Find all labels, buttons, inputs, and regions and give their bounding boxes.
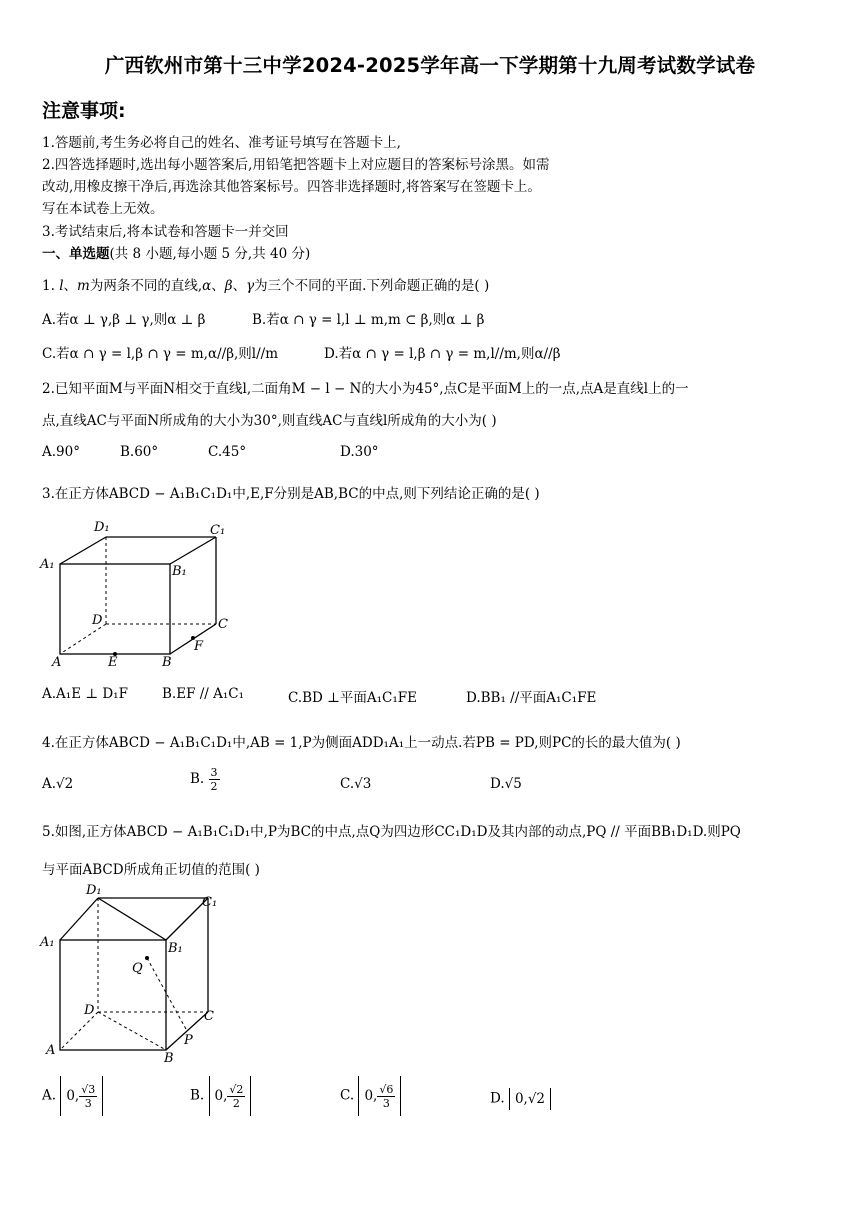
q1-sep2: 、: [211, 278, 225, 294]
section-note: (共 8 小题,每小题 5 分,共 40 分): [109, 246, 311, 262]
q5-option-c-fraction: [377, 1083, 395, 1110]
q3-option-a[interactable]: A.A₁E ⊥ D₁F: [42, 686, 128, 702]
q5-option-d[interactable]: [490, 1088, 551, 1110]
q2-option-a[interactable]: A.90°: [42, 444, 80, 460]
q5-option-b-num: √2: [229, 1083, 244, 1096]
q1-sep: 、: [63, 278, 78, 294]
q5-option-a-letter: A.: [42, 1087, 57, 1104]
q5-option-d-interval: 0,√2: [509, 1088, 551, 1110]
question-2-line-2: 点,直线AC与平面N所成角的大小为30°,则直线AC与直线l所成角的大小为( ): [42, 413, 497, 429]
q5-option-b-lo: 0,: [214, 1088, 228, 1104]
q5-label-p: P: [184, 1033, 193, 1048]
q5-option-a-fraction: [79, 1083, 97, 1110]
q5-label-a1: A₁: [40, 935, 55, 950]
q1-option-d[interactable]: D.若α ∩ γ = l,β ∩ γ = m,l//m,则α//β: [324, 346, 561, 362]
q5-label-a: A: [46, 1043, 56, 1058]
q2-option-d[interactable]: D.30°: [340, 444, 379, 460]
q3-option-b[interactable]: B.EF // A₁C₁: [162, 686, 245, 702]
q3-cube-figure: [36, 512, 246, 672]
q1-text-a: 为两条不同的直线,: [89, 278, 203, 294]
q5-option-b-letter: B.: [190, 1087, 205, 1104]
question-2-line-1: 2.已知平面M与平面N相交于直线l,二面角M − l − N的大小为45°,点C是平面M上的一点,点A是直线l上的一: [42, 381, 689, 397]
q4-option-b-letter: B.: [190, 771, 205, 787]
q1-line-m: m: [77, 278, 90, 294]
q5-option-a-num: √3: [81, 1083, 96, 1096]
q1-sep3: 、: [232, 278, 247, 294]
q4-option-a[interactable]: A.√2: [42, 776, 74, 792]
q3-label-e: E: [108, 655, 118, 670]
q5-option-c[interactable]: [340, 1076, 401, 1116]
q5-option-c-letter: C.: [340, 1087, 355, 1104]
q3-label-a: A: [52, 655, 62, 670]
question-5-line-2: 与平面ABCD所成角正切值的范围( ): [42, 862, 260, 878]
q5-label-d1: D₁: [86, 883, 102, 898]
question-3-stem: 3.在正方体ABCD − A₁B₁C₁D₁中,E,F分别是AB,BC的中点,则下列结论正确的是( ): [42, 486, 540, 502]
q1-gamma: γ: [246, 278, 255, 294]
section-title: 一、单选题: [42, 246, 110, 262]
q5-option-b-fraction: [227, 1083, 245, 1110]
q5-option-a[interactable]: [42, 1076, 103, 1116]
q1-alpha: α: [202, 278, 212, 294]
q2-option-c[interactable]: C.45°: [208, 444, 247, 460]
q1-beta: β: [224, 278, 233, 294]
q5-label-q: Q: [132, 961, 143, 976]
q1-option-a[interactable]: A.若α ⊥ γ,β ⊥ γ,则α ⊥ β: [42, 312, 206, 328]
q5-option-a-interval: [60, 1076, 103, 1116]
exam-title: 广西钦州市第十三中学2024-2025学年高一下学期第十九周考试数学试卷: [104, 54, 756, 77]
q5-label-c1: C₁: [202, 895, 218, 910]
question-1-stem: [42, 274, 489, 294]
q1-option-c[interactable]: C.若α ∩ γ = l,β ∩ γ = m,α//β,则l//m: [42, 346, 278, 362]
q5-option-c-interval: [358, 1076, 401, 1116]
q4-option-b-den: 2: [210, 780, 218, 793]
q5-option-d-letter: D.: [490, 1090, 505, 1107]
section-heading: [42, 245, 310, 263]
q5-label-d: D: [84, 1003, 95, 1018]
notice-line-4: 写在本试卷上无效。: [42, 201, 164, 217]
q3-label-d: D: [92, 613, 103, 628]
q3-label-c1: C₁: [210, 523, 226, 538]
notice-line-3: 改动,用橡皮擦干净后,再选涂其他答案标号。四答非选择题时,将答案写在签题卡上。: [42, 179, 541, 195]
q3-label-b1: B₁: [172, 564, 187, 579]
q5-label-b1: B₁: [168, 941, 183, 956]
q5-option-c-num: √6: [379, 1083, 394, 1096]
q5-option-b[interactable]: [190, 1076, 251, 1116]
q5-option-c-den: 3: [382, 1097, 390, 1110]
notice-line-5: 3.考试结束后,将本试卷和答题卡一并交回: [42, 224, 289, 240]
q5-cube-figure: [36, 882, 236, 1062]
q1-number: 1.: [42, 278, 55, 294]
q4-option-c[interactable]: C.√3: [340, 776, 372, 792]
q5-option-a-lo: 0,: [66, 1088, 80, 1104]
notice-heading: 注意事项:: [42, 100, 126, 122]
q3-label-d1: D₁: [94, 520, 110, 535]
q5-option-c-lo: 0,: [364, 1088, 378, 1104]
notice-line-1: 1.答题前,考生务必将自己的姓名、准考证号填写在答题卡上,: [42, 135, 401, 151]
question-4-stem: 4.在正方体ABCD − A₁B₁C₁D₁中,AB = 1,P为侧面ADD₁A₁上一动点.若PB = PD,则PC的长的最大值为( ): [42, 735, 681, 751]
q4-option-b[interactable]: [190, 766, 220, 793]
q5-option-b-den: 2: [232, 1097, 240, 1110]
notice-line-2: 2.四答选择题时,选出每小题答案后,用铅笔把答题卡上对应题目的答案标号涂黑。如需: [42, 157, 550, 173]
q4-option-d[interactable]: D.√5: [490, 776, 522, 792]
q3-option-d[interactable]: D.BB₁ //平面A₁C₁FE: [466, 690, 597, 706]
q5-option-b-interval: [209, 1076, 252, 1116]
q3-option-c[interactable]: C.BD ⊥平面A₁C₁FE: [288, 690, 417, 706]
q1-text-b: 为三个不同的平面.下列命题正确的是( ): [254, 278, 490, 294]
q4-option-b-fraction: [209, 766, 220, 793]
q3-label-b: B: [162, 655, 172, 670]
q5-option-a-den: 3: [84, 1097, 92, 1110]
q1-option-b[interactable]: B.若α ∩ γ = l,l ⊥ m,m ⊂ β,则α ⊥ β: [252, 312, 485, 328]
q5-label-b: B: [164, 1051, 174, 1062]
q2-option-b[interactable]: B.60°: [120, 444, 159, 460]
question-5-line-1: 5.如图,正方体ABCD − A₁B₁C₁D₁中,P为BC的中点,点Q为四边形CC₁D₁D及其内部的动点,PQ // 平面BB₁D₁D.则PQ: [42, 824, 741, 840]
q3-label-c: C: [218, 617, 228, 632]
q1-line-l: l: [59, 278, 64, 294]
q5-label-c: C: [204, 1009, 214, 1024]
q3-label-a1: A₁: [40, 557, 55, 572]
q3-label-f: F: [194, 639, 204, 654]
q4-option-b-num: 3: [210, 766, 218, 779]
